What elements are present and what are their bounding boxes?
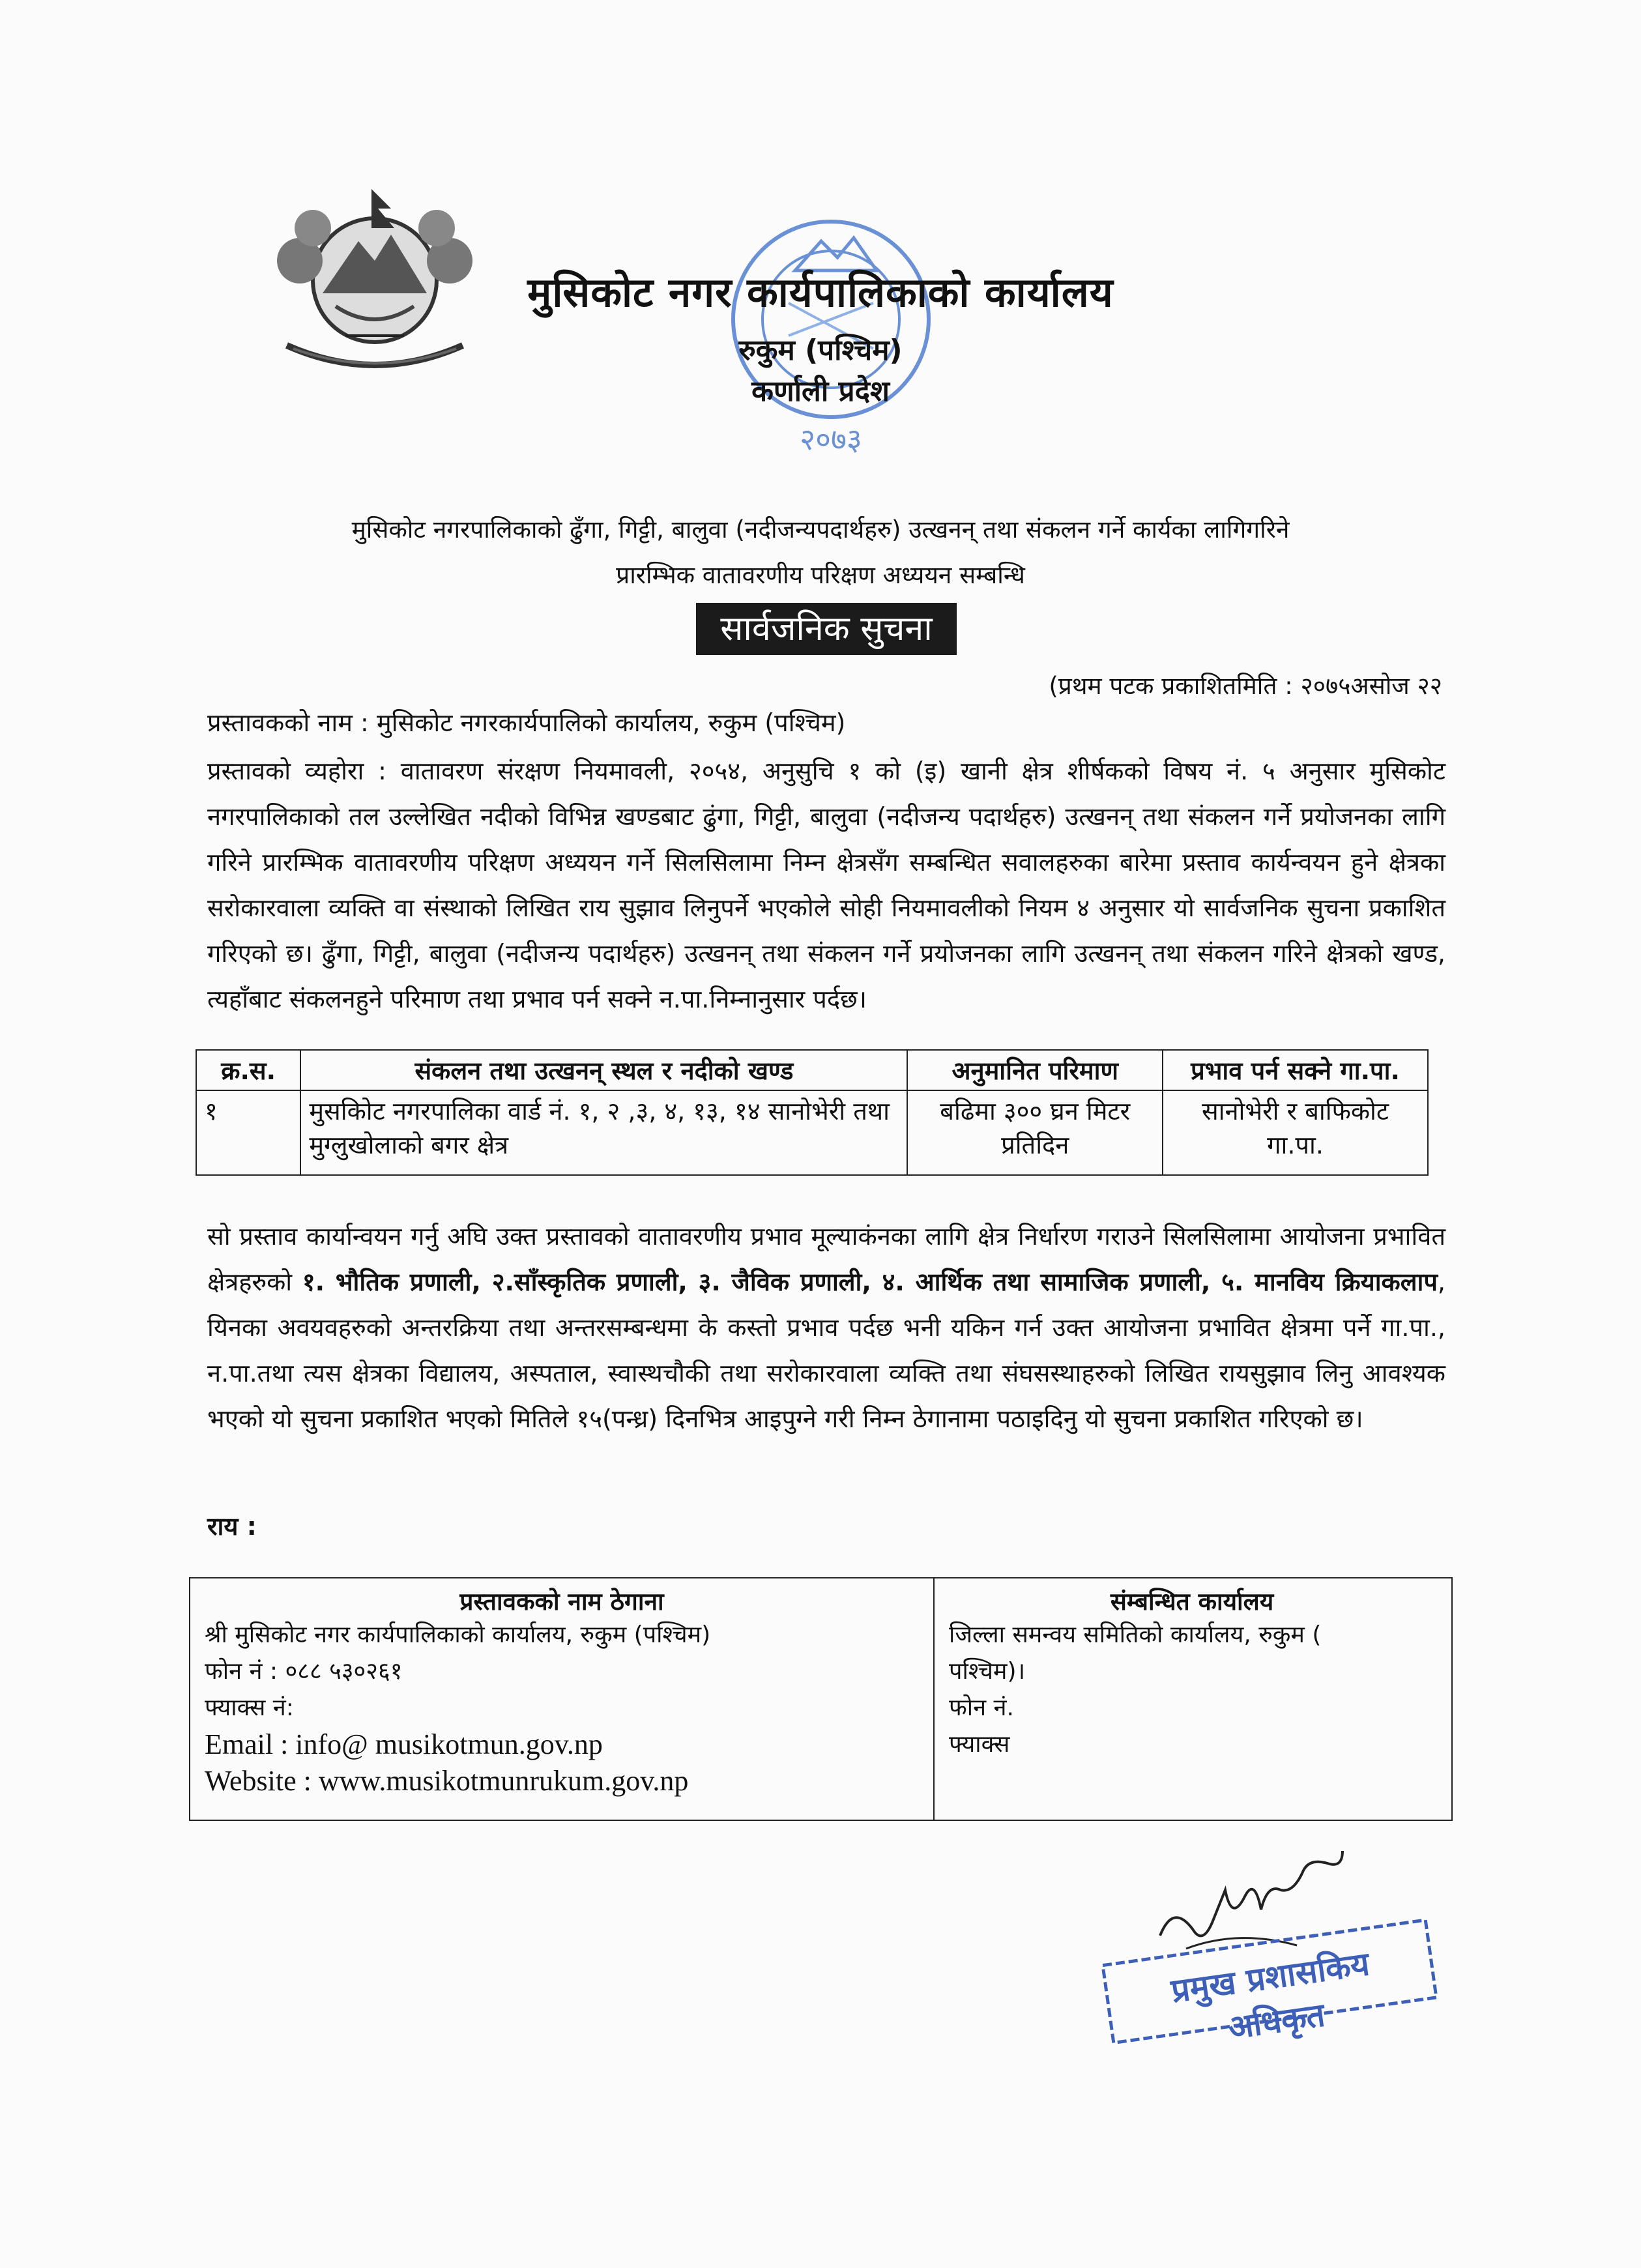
related-office-cell <box>935 1578 1449 1820</box>
officer-stamp-text: प्रमुख प्रशासकिय अधिकृत <box>1169 1945 1372 2047</box>
site-info-table <box>196 1049 1429 1176</box>
header-quantity: अनुमानित परिमाण <box>907 1050 1163 1090</box>
header-site: संकलन तथा उत्खनन् स्थल र नदीको खण्ड <box>300 1050 907 1090</box>
cell-site: मुसकिोट नगरपालिका वार्ड नं. १, २ ,३, ४, १३, १४ सानोभेरी तथा मुग्लुखोलाको बगर क्षेत्र <box>300 1090 907 1175</box>
cell-quantity: बढिमा ३०० घ्रन मिटर प्रतिदिन <box>907 1090 1163 1175</box>
cell-sn: १ <box>196 1090 300 1175</box>
related-office-line-1: जिल्ला समन्वय समितिको कार्यालय, रुकुम ( <box>949 1621 1322 1648</box>
related-office-heading: संम्बन्धित कार्यालय <box>1110 1588 1274 1616</box>
proposer-name-line <box>207 705 1445 739</box>
proposer-value: मुसिकोट नगरकार्यपालिको कार्यालय, रुकुम (पश्चिम) <box>376 708 846 737</box>
related-office-phone: फोन नं. <box>949 1694 1014 1721</box>
proposer-fax: फ्याक्स नं: <box>205 1694 294 1721</box>
proposer-website: Website : www.musikotmunrukum.gov.np <box>205 1765 689 1797</box>
proposer-phone: फोन नं : ०८८ ५३०२६१ <box>205 1658 403 1685</box>
subject-line-2: प्रारम्भिक वातावरणीय परिक्षण अध्ययन सम्बन्धि <box>616 561 1025 589</box>
notice-heading: सार्वजनिक सुचना <box>696 603 957 655</box>
org-district: रुकुम (पश्चिम) <box>738 334 903 367</box>
body-paragraph-2 <box>207 1214 1445 1442</box>
para2-systems: १. भौतिक प्रणाली, २.साँस्कृतिक प्रणाली, ३. जैविक प्रणाली, ४. आर्थिक तथा सामाजिक प्रणाली, ५. मानविय क्रियाकलाप <box>302 1268 1438 1296</box>
proposer-label: प्रस्तावकको नाम : <box>207 708 369 737</box>
para2-end: , यिनका अवयवहरुको अन्तरक्रिया तथा अन्तरसम्बन्धमा के कस्तो प्रभाव पर्दछ भनी यकिन गर्न उक्त आयोजना प्रभावित क्षेत्रमा पर्ने गा.पा., न.पा.तथा त्यस क्षेत्रका विद्यालय, अस्पताल, स्वास्थचौकी तथा सरोकारवाला व्यक्ति तथा संघसस्थाहरुको लिखित रायसुझाव लिनु आवश्यक भएको यो सुचना प्रकाशित भएको मितिले १५(पन्ध्र) दिनभित्र आइपुग्ने गरी निम्न ठेगानामा पठाइदिनु यो सुचना प्रकाशित गरिएको छ। <box>207 1268 1446 1433</box>
related-office-line-2: पश्चिम)। <box>949 1658 1026 1685</box>
para2-start: सो प्रस्ताव कार्यान्वयन गर्नु अघि उक्त प्रस्तावको वातावरणीय प्रभाव मूल्याकंनका लागि क्षेत्र निर्धारण गराउने सिलसिलामा आयोजना प्रभावित क्षेत्रहरुको <box>207 1222 1445 1296</box>
proposer-contact-cell <box>190 1578 935 1820</box>
table-row <box>196 1090 1428 1175</box>
related-office-fax: फ्याक्स <box>949 1731 1010 1758</box>
header-sn: क्र.स. <box>196 1050 300 1090</box>
proposer-address: श्री मुसिकोट नगर कार्यपालिकाको कार्यालय, रुकुम (पश्चिम) <box>205 1621 711 1648</box>
contact-table <box>189 1577 1453 1821</box>
first-published-date: (प्रथम पटक प्रकाशितमिति : २०७५असोज २२ <box>1049 672 1442 700</box>
proposer-contact-heading: प्रस्तावकको नाम ठेगाना <box>459 1588 664 1616</box>
cell-impact: सानोभेरी र बाफिकोट गा.पा. <box>1163 1090 1428 1175</box>
opinion-label: राय : <box>207 1512 257 1541</box>
org-title: मुसिकोट नगर कार्यपालिकाको कार्यालय <box>527 269 1114 316</box>
body-paragraph-1: प्रस्तावको व्यहोरा : वातावरण संरक्षण नियमावली, २०५४, अनुसुचि १ को (इ) खानी क्षेत्र शीर्षकको विषय नं. ५ अनुसार मुसिकोट नगरपालिकाको तल उल्लेखित नदीको विभिन्न खण्डबाट ढुंगा, गिट्टी, बालुवा (नदीजन्य पदार्थहरु) उत्खनन् तथा संकलन गर्ने प्रयोजनका लागि गरिने प्रारम्भिक वातावरणीय परिक्षण अध्ययन गर्ने सिलसिलामा निम्न क्षेत्रसँग सम्बन्धित सवालहरुका बारेमा प्रस्ताव कार्यन्वयन हुने क्षेत्रका सरोकारवाला व्यक्ति वा संस्थाको लिखित राय सुझाव लिनुपर्ने भएकोले सोही नियमावलीको नियम ४ अनुसार यो सार्वजनिक सुचना प्रकाशित गरिएको छ। ढुँगा, गिट्टी, बालुवा (नदीजन्य पदार्थहरु) उत्खनन् तथा संकलन गर्ने प्रयोजनका लागि उत्खनन् तथा संकलन गरिने क्षेत्रको खण्ड, त्यहाँबाट संकलनहुने परिमाण तथा प्रभाव पर्न सक्ने न.पा.निम्नानुसार पर्दछ। <box>207 757 1445 1013</box>
seal-year: २०७३ <box>800 422 862 457</box>
subject-line-1: मुसिकोट नगरपालिकाको ढुँगा, गिट्टी, बालुवा (नदीजन्यपदार्थहरु) उत्खनन् तथा संकलन गर्ने कार्यका लागिगरिने <box>351 516 1290 544</box>
org-province: कर्णाली प्रदेश <box>751 375 890 408</box>
proposer-email: Email : info@ musikotmun.gov.np <box>205 1728 603 1760</box>
header-impact: प्रभाव पर्न सक्ने गा.पा. <box>1163 1050 1428 1090</box>
table-header-row <box>196 1050 1428 1090</box>
